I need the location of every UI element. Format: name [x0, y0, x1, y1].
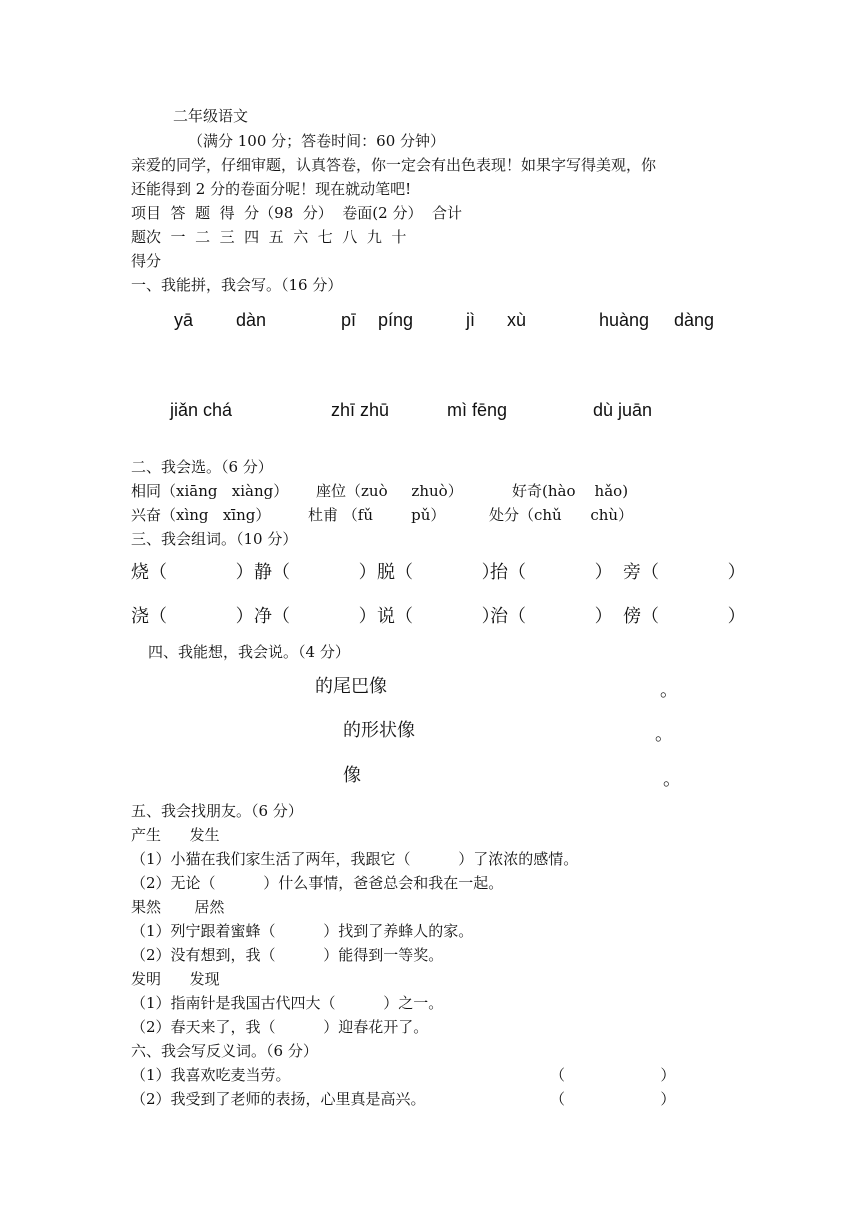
word-group-item: 浇（ ）	[131, 606, 254, 627]
question: （1）小猫在我们家生活了两年，我跟它（ ）了浓浓的感情。	[131, 850, 579, 868]
answer-blank: （ ）	[550, 1066, 676, 1084]
exam-title: 二年级语文	[173, 107, 249, 125]
intro-line-1: 亲爱的同学，仔细审题，认真答卷，你一定会有出色表现！如果字写得美观，你	[131, 156, 657, 174]
pinyin-item: pínɡ	[378, 310, 414, 330]
word-pair: 果然 居然	[131, 898, 225, 916]
score-table-row-1: 项目 答 题 得 分（98 分） 卷面(2 分） 合计	[131, 204, 463, 222]
answer-blank: （ ）	[550, 1090, 676, 1108]
pinyin-item: mì fēnɡ	[447, 400, 508, 420]
question: （2）春天来了，我（ ）迎春花开了。	[131, 1018, 429, 1036]
question: （2）没有想到，我（ ）能得到一等奖。	[131, 946, 444, 964]
word-group-item: 傍（ ）	[623, 606, 746, 627]
section-4-heading: 四、我能想，我会说。（4 分）	[148, 643, 350, 661]
choice-item: 好奇(hào hǎo)	[512, 482, 629, 500]
pinyin-item: zhī zhū	[331, 400, 390, 420]
sentence-1-period: 。	[660, 680, 678, 701]
pinyin-item: dànɡ	[674, 310, 715, 330]
section-1-heading: 一、我能拼，我会写。（16 分）	[131, 276, 343, 294]
word-group-item: 静（ ）	[254, 562, 377, 583]
question: （2）我受到了老师的表扬，心里真是高兴。	[131, 1090, 426, 1108]
word-group-item: 净（ ）	[254, 606, 377, 627]
word-pair: 产生 发生	[131, 826, 220, 844]
word-group-item: 抬（ ）	[490, 562, 613, 583]
sentence-2: 的形状像	[343, 720, 415, 741]
question: （2）无论（ ）什么事情，爸爸总会和我在一起。	[131, 874, 504, 892]
exam-subtitle: （满分 100 分；答卷时间：60 分钟）	[188, 132, 446, 150]
choice-item: 相同（xiāng xiàng）	[131, 482, 289, 500]
choice-item: 杜甫 （fǔ pǔ）	[308, 506, 446, 524]
word-group-item: 烧（ ）	[131, 562, 254, 583]
choice-item: 处分（chǔ chù）	[489, 506, 634, 524]
word-group-item: 脱（ ）	[377, 562, 500, 583]
section-3-heading: 三、我会组词。（10 分）	[131, 530, 298, 548]
choice-item: 座位（zuò zhuò）	[316, 482, 463, 500]
sentence-3: 像	[343, 765, 361, 786]
sentence-1: 的尾巴像	[315, 676, 387, 697]
pinyin-item: jì	[466, 310, 475, 330]
pinyin-item: dàn	[236, 310, 267, 330]
sentence-3-period: 。	[663, 769, 681, 790]
section-6-heading: 六、我会写反义词。（6 分）	[131, 1042, 318, 1060]
score-table-row-2: 题次 一 二 三 四 五 六 七 八 九 十	[131, 228, 407, 246]
pinyin-item: pī	[341, 310, 357, 330]
choice-item: 兴奋（xìng xīng）	[131, 506, 271, 524]
word-pair: 发明 发现	[131, 970, 220, 988]
pinyin-item: xù	[507, 310, 527, 330]
pinyin-item: dù juān	[593, 400, 653, 420]
pinyin-item: yā	[174, 310, 194, 330]
sentence-2-period: 。	[655, 724, 673, 745]
pinyin-item: huànɡ	[599, 310, 650, 330]
pinyin-item: jiǎn chá	[170, 400, 233, 420]
question: （1）指南针是我国古代四大（ ）之一。	[131, 994, 444, 1012]
word-group-item: 说（ ）	[377, 606, 500, 627]
word-group-item: 治（ ）	[490, 606, 613, 627]
question: （1）列宁跟着蜜蜂（ ）找到了养蜂人的家。	[131, 922, 474, 940]
section-5-heading: 五、我会找朋友。（6 分）	[131, 802, 303, 820]
word-group-item: 旁（ ）	[623, 562, 746, 583]
intro-line-2: 还能得到 2 分的卷面分呢！现在就动笔吧!	[131, 180, 412, 198]
question: （1）我喜欢吃麦当劳。	[131, 1066, 291, 1084]
section-2-heading: 二、我会选。（6 分）	[131, 458, 273, 476]
score-table-row-3: 得分	[131, 252, 162, 270]
